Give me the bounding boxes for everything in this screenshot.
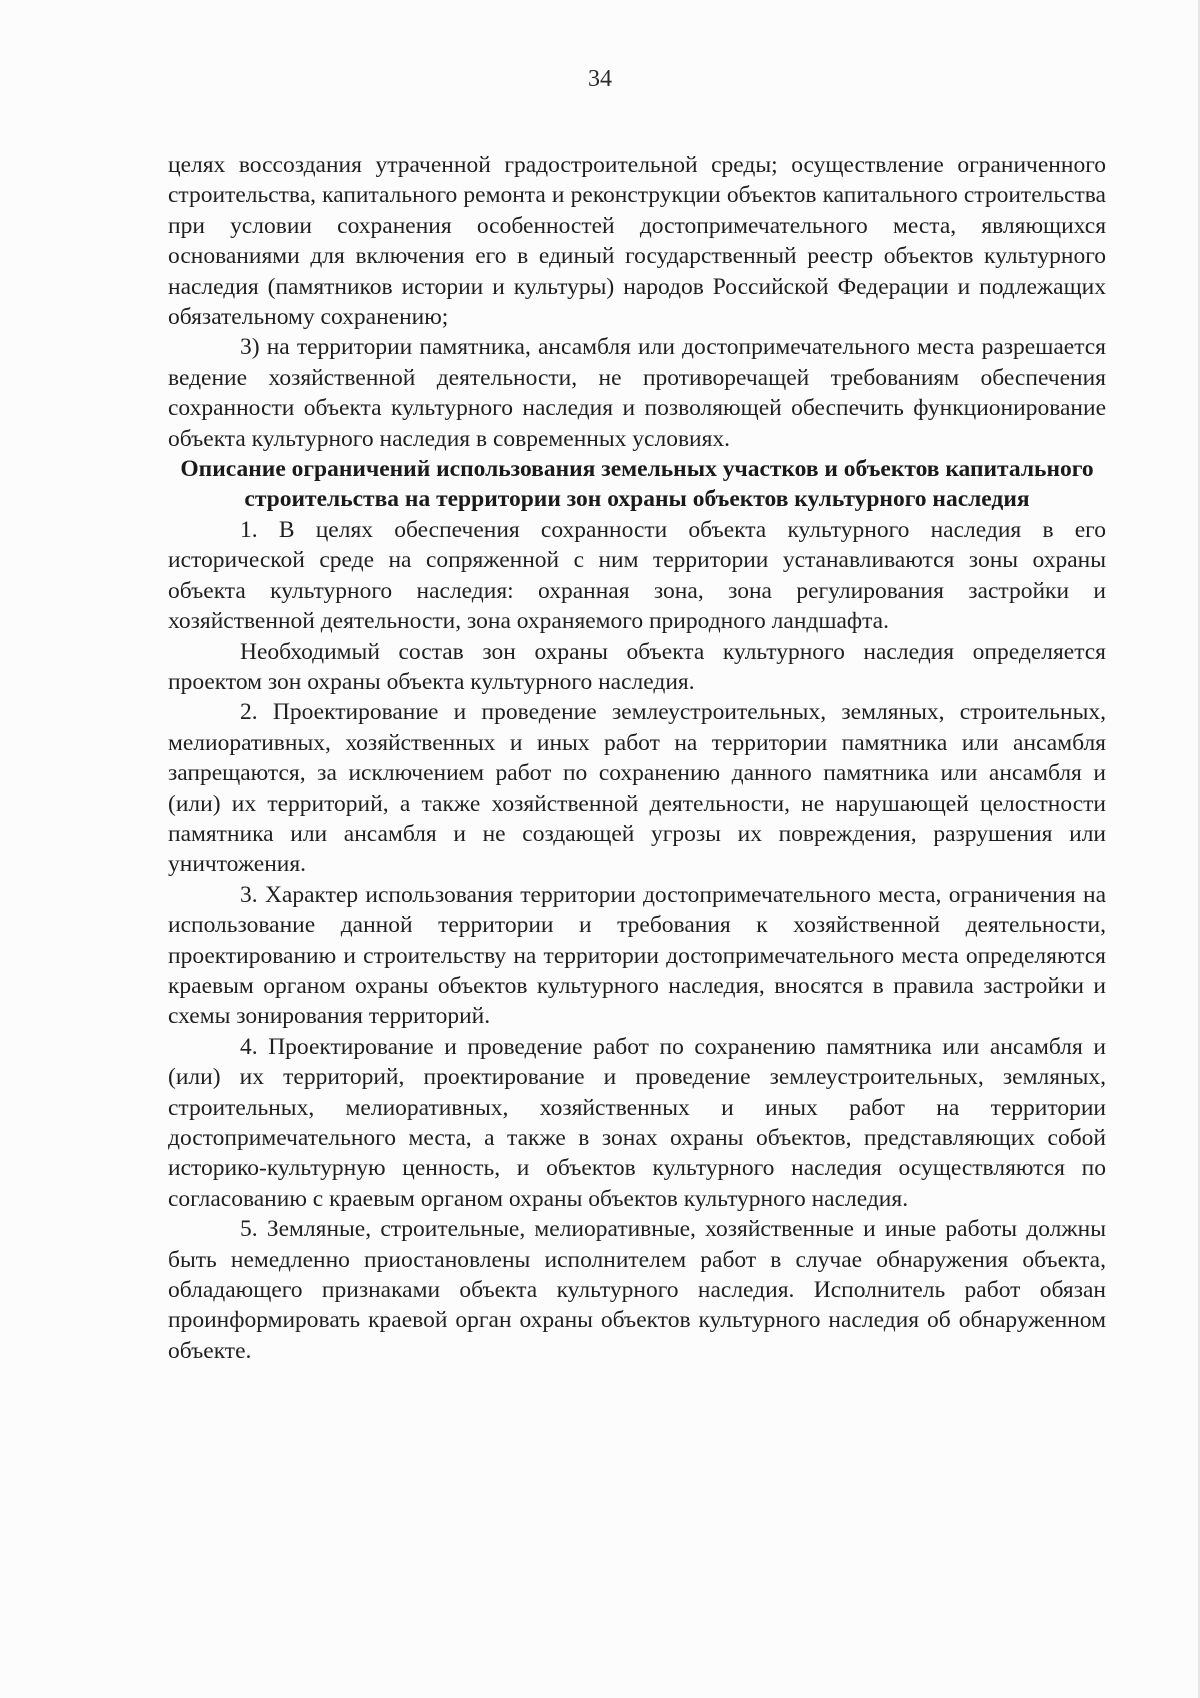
paragraph-item-3: 3) на территории памятника, ансамбля или достопримечательного места разрешается ведение хозяйственной деятельности, не противоречащей требованиям обеспечения сохранности объекта культурного наследия и позволяющей обеспечить функционирование объекта культурного наследия в современных условиях.: [168, 334, 1106, 452]
document-body: [168, 150, 1106, 1366]
paragraph-item-1: 1. В целях обеспечения сохранности объекта культурного наследия в его исторической среде на сопряженной с ним территории устанавливаются зоны охраны объекта культурного наследия: охранная зона, зона регулирования застройки и хозяйственной деятельности, зона охраняемого природного ландшафта.: [168, 516, 1106, 635]
paragraph-item-5: 5. Земляные, строительные, мелиоративные, хозяйственные и иные работы должны быть немедленно приостановлены исполнителем работ в случае обнаружения объекта, обладающего признаками объекта культурного наследия. Исполнитель работ обязан проинформировать краевой орган охраны объектов культурного наследия об обнаруженном объекте.: [168, 1216, 1106, 1364]
paragraph-composition: Необходимый состав зон охраны объекта культурного наследия определяется проектом зон охраны объекта культурного наследия.: [168, 638, 1106, 695]
paragraph-continuation: целях воссоздания утраченной градостроительной среды; осуществление ограниченного строительства, капитального ремонта и реконструкции объектов капитального строительства при условии сохранения особенностей достопримечательного места, являющихся основаниями для включения его в единый государственный реестр объектов культурного наследия (памятников истории и культуры) народов Российской Федерации и подлежащих обязательному сохранению;: [168, 152, 1106, 331]
paragraph-item-2: 2. Проектирование и проведение землеустроительных, земляных, строительных, мелиоративных, хозяйственных и иных работ на территории памятника или ансамбля запрещаются, за исключением работ по сохранению данного памятника или ансамбля и (или) их территорий, а также хозяйственной деятельности, не нарушающей целостности памятника или ансамбля и не создающей угрозы их повреждения, разрушения или уничтожения.: [168, 699, 1106, 878]
paragraph-item-4: 4. Проектирование и проведение работ по сохранению памятника или ансамбля и (или) их территорий, проектирование и проведение землеустроительных, земляных, строительных, мелиоративных, хозяйственных и иных работ на территории достопримечательного места, а также в зонах охраны объектов, представляющих собой историко-культурную ценность, и объектов культурного наследия осуществляются по согласованию с краевым органом охраны объектов культурного наследия.: [168, 1033, 1106, 1212]
section-heading: Описание ограничений использования земельных участков и объектов капитального строительства на территории зон охраны объектов культурного наследия: [180, 456, 1094, 513]
page-number: 34: [588, 66, 612, 92]
paragraph-item-3-character: 3. Характер использования территории достопримечательного места, ограничения на использование данной территории и требования к хозяйственной деятельности, проектированию и строительству на территории достопримечательного места определяются краевым органом охраны объектов культурного наследия, вносятся в правила застройки и схемы зонирования территорий.: [168, 881, 1106, 1030]
